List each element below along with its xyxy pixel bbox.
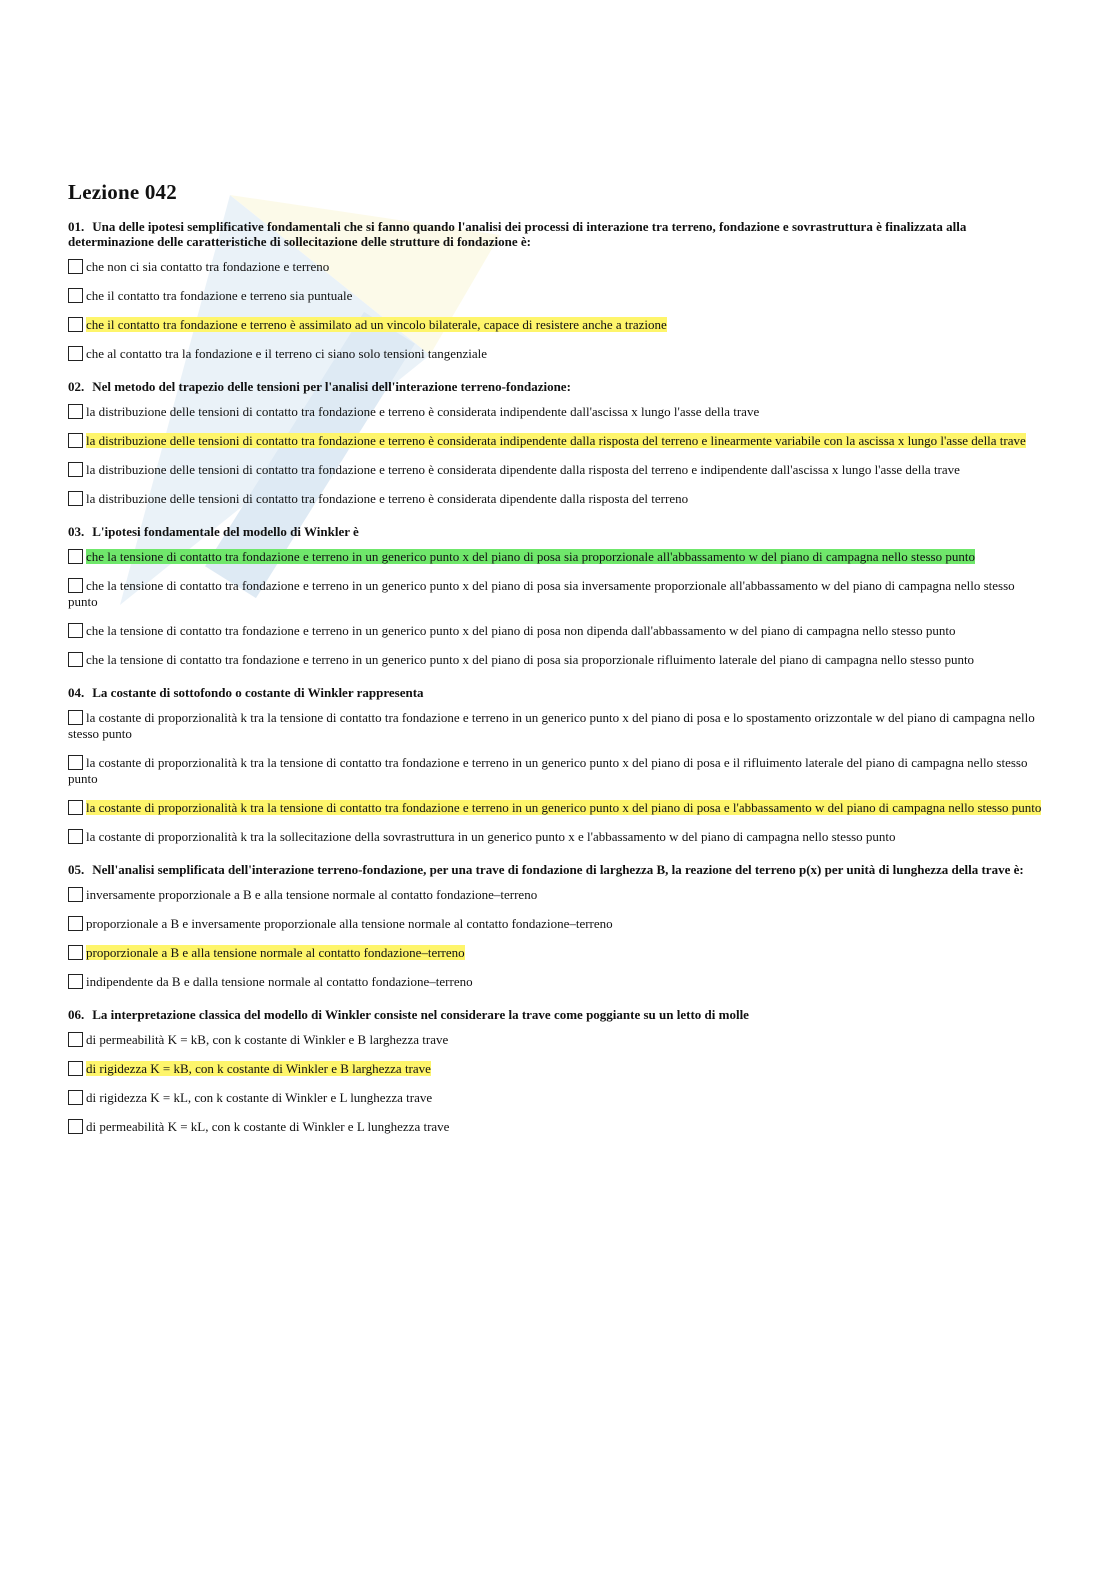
question-text bbox=[68, 862, 1043, 877]
answer-text: proporzionale a B e inversamente proporzionale alla tensione normale al contatto fondazione–terreno bbox=[86, 916, 613, 931]
answer-option bbox=[68, 755, 1043, 787]
answer-option bbox=[68, 974, 1043, 990]
answer-checkbox[interactable] bbox=[68, 800, 83, 815]
answer-text: che il contatto tra fondazione e terreno sia puntuale bbox=[86, 288, 353, 303]
question-2 bbox=[68, 379, 1043, 507]
answer-checkbox[interactable] bbox=[68, 433, 83, 448]
answer-text: la costante di proporzionalità k tra la tensione di contatto tra fondazione e terreno in un generico punto x del piano di posa e l'abbassamento w del piano di campagna nello stesso punto bbox=[86, 800, 1042, 815]
answer-text: la distribuzione delle tensioni di contatto tra fondazione e terreno è considerata indipendente dalla risposta del terreno e linearmente variabile con la ascissa x lungo l'asse della trave bbox=[86, 433, 1026, 448]
question-1 bbox=[68, 219, 1043, 362]
answer-option bbox=[68, 652, 1043, 668]
answer-option bbox=[68, 462, 1043, 478]
question-text bbox=[68, 1007, 1043, 1022]
answer-checkbox[interactable] bbox=[68, 974, 83, 989]
answer-text: di rigidezza K = kB, con k costante di Winkler e B larghezza trave bbox=[86, 1061, 431, 1076]
answer-text: la distribuzione delle tensioni di contatto tra fondazione e terreno è considerata dipendente dalla risposta del terreno bbox=[86, 491, 689, 506]
answer-option bbox=[68, 710, 1043, 742]
answer-checkbox[interactable] bbox=[68, 346, 83, 361]
answer-option bbox=[68, 887, 1043, 903]
answer-checkbox[interactable] bbox=[68, 462, 83, 477]
answer-checkbox[interactable] bbox=[68, 259, 83, 274]
question-number: 06. bbox=[68, 1007, 85, 1022]
answer-option bbox=[68, 549, 1043, 565]
answer-checkbox[interactable] bbox=[68, 623, 83, 638]
question-text bbox=[68, 524, 1043, 539]
answer-checkbox[interactable] bbox=[68, 710, 83, 725]
answer-text: che la tensione di contatto tra fondazione e terreno in un generico punto x del piano di posa sia proporzionale rifluimento laterale del piano di campagna nello stesso punto bbox=[86, 652, 975, 667]
answer-checkbox[interactable] bbox=[68, 887, 83, 902]
answer-option bbox=[68, 317, 1043, 333]
answer-text: che la tensione di contatto tra fondazione e terreno in un generico punto x del piano di posa non dipenda dall'abbassamento w del piano di campagna nello stesso punto bbox=[86, 623, 956, 638]
question-prompt: Una delle ipotesi semplificative fondamentali che si fanno quando l'analisi dei processi di interazione tra terreno, fondazione e sovrastruttura è finalizzata alla determinazione delle caratteristiche di sollecitazione delle strutture di fondazione è: bbox=[68, 219, 967, 249]
question-6 bbox=[68, 1007, 1043, 1135]
question-prompt: Nell'analisi semplificata dell'interazione terreno-fondazione, per una trave di fondazione di larghezza B, la reazione del terreno p(x) per unità di lunghezza della trave è: bbox=[92, 862, 1024, 877]
answer-text: che al contatto tra la fondazione e il terreno ci siano solo tensioni tangenziale bbox=[86, 346, 488, 361]
answer-text: la costante di proporzionalità k tra la tensione di contatto tra fondazione e terreno in un generico punto x del piano di posa e lo spostamento orizzontale w del piano di campagna nello stesso punto bbox=[68, 710, 1035, 741]
answer-checkbox[interactable] bbox=[68, 829, 83, 844]
question-text bbox=[68, 685, 1043, 700]
answer-text: che la tensione di contatto tra fondazione e terreno in un generico punto x del piano di posa sia inversamente proporzionale all'abbassamento w del piano di campagna nello stesso punto bbox=[68, 578, 1015, 609]
question-list bbox=[68, 219, 1043, 1135]
answer-checkbox[interactable] bbox=[68, 755, 83, 770]
answer-option bbox=[68, 829, 1043, 845]
answer-checkbox[interactable] bbox=[68, 1119, 83, 1134]
question-4 bbox=[68, 685, 1043, 845]
answer-checkbox[interactable] bbox=[68, 317, 83, 332]
answer-option bbox=[68, 916, 1043, 932]
answer-option bbox=[68, 259, 1043, 275]
answer-option bbox=[68, 1090, 1043, 1106]
answer-checkbox[interactable] bbox=[68, 288, 83, 303]
document-page bbox=[68, 180, 1043, 1152]
answer-checkbox[interactable] bbox=[68, 1032, 83, 1047]
question-number: 02. bbox=[68, 379, 85, 394]
question-prompt: La interpretazione classica del modello di Winkler consiste nel considerare la trave come poggiante su un letto di molle bbox=[92, 1007, 749, 1022]
answer-checkbox[interactable] bbox=[68, 916, 83, 931]
answer-option bbox=[68, 433, 1043, 449]
question-prompt: Nel metodo del trapezio delle tensioni per l'analisi dell'interazione terreno-fondazione: bbox=[92, 379, 571, 394]
answer-text: indipendente da B e dalla tensione normale al contatto fondazione–terreno bbox=[86, 974, 473, 989]
question-5 bbox=[68, 862, 1043, 990]
question-text bbox=[68, 219, 1043, 249]
answer-checkbox[interactable] bbox=[68, 1061, 83, 1076]
answer-checkbox[interactable] bbox=[68, 1090, 83, 1105]
answer-checkbox[interactable] bbox=[68, 404, 83, 419]
answer-option bbox=[68, 1119, 1043, 1135]
answer-text: che non ci sia contatto tra fondazione e terreno bbox=[86, 259, 330, 274]
question-number: 01. bbox=[68, 219, 85, 234]
answer-checkbox[interactable] bbox=[68, 578, 83, 593]
answer-option bbox=[68, 578, 1043, 610]
question-prompt: L'ipotesi fondamentale del modello di Winkler è bbox=[92, 524, 359, 539]
answer-text: di permeabilità K = kL, con k costante di Winkler e L lunghezza trave bbox=[86, 1119, 450, 1134]
question-number: 04. bbox=[68, 685, 85, 700]
answer-text: che il contatto tra fondazione e terreno è assimilato ad un vincolo bilaterale, capace di resistere anche a trazione bbox=[86, 317, 667, 332]
answer-option bbox=[68, 945, 1043, 961]
answer-option bbox=[68, 346, 1043, 362]
answer-option bbox=[68, 1032, 1043, 1048]
question-prompt: La costante di sottofondo o costante di Winkler rappresenta bbox=[92, 685, 424, 700]
question-number: 03. bbox=[68, 524, 85, 539]
answer-checkbox[interactable] bbox=[68, 549, 83, 564]
lesson-title: Lezione 042 bbox=[68, 180, 177, 204]
answer-checkbox[interactable] bbox=[68, 652, 83, 667]
answer-option bbox=[68, 1061, 1043, 1077]
answer-text: la distribuzione delle tensioni di contatto tra fondazione e terreno è considerata dipendente dalla risposta del terreno e indipendente dall'ascissa x lungo l'asse della trave bbox=[86, 462, 960, 477]
question-text bbox=[68, 379, 1043, 394]
question-number: 05. bbox=[68, 862, 85, 877]
answer-option bbox=[68, 623, 1043, 639]
answer-text: proporzionale a B e alla tensione normale al contatto fondazione–terreno bbox=[86, 945, 465, 960]
answer-text: che la tensione di contatto tra fondazione e terreno in un generico punto x del piano di posa sia proporzionale all'abbassamento w del piano di campagna nello stesso punto bbox=[86, 549, 975, 564]
answer-text: inversamente proporzionale a B e alla tensione normale al contatto fondazione–terreno bbox=[86, 887, 538, 902]
answer-option bbox=[68, 288, 1043, 304]
answer-text: di permeabilità K = kB, con k costante di Winkler e B larghezza trave bbox=[86, 1032, 449, 1047]
answer-checkbox[interactable] bbox=[68, 491, 83, 506]
question-3 bbox=[68, 524, 1043, 668]
answer-text: la costante di proporzionalità k tra la tensione di contatto tra fondazione e terreno in un generico punto x del piano di posa e il rifluimento laterale del piano di campagna nello stesso punto bbox=[68, 755, 1028, 786]
answer-option bbox=[68, 404, 1043, 420]
answer-option bbox=[68, 800, 1043, 816]
answer-option bbox=[68, 491, 1043, 507]
answer-checkbox[interactable] bbox=[68, 945, 83, 960]
answer-text: di rigidezza K = kL, con k costante di Winkler e L lunghezza trave bbox=[86, 1090, 433, 1105]
answer-text: la distribuzione delle tensioni di contatto tra fondazione e terreno è considerata indipendente dall'ascissa x lungo l'asse della trave bbox=[86, 404, 760, 419]
answer-text: la costante di proporzionalità k tra la sollecitazione della sovrastruttura in un generico punto x e l'abbassamento w del piano di campagna nello stesso punto bbox=[86, 829, 896, 844]
